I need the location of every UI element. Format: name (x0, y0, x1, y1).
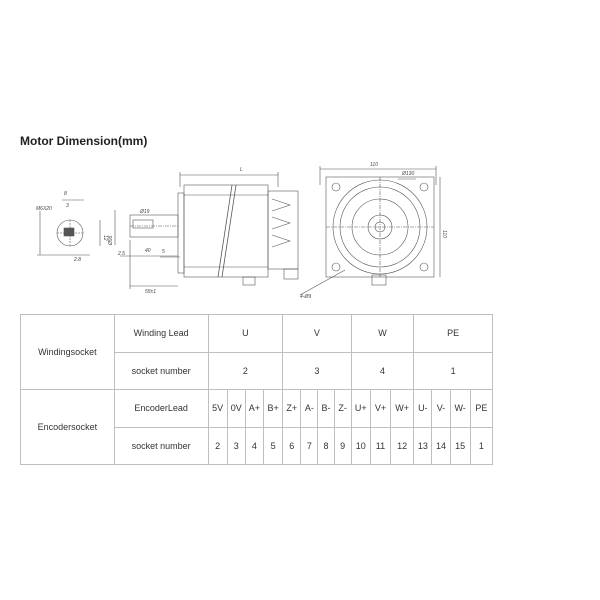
encoder-lead-row (21, 390, 493, 428)
winding-socket-u: 2 (208, 352, 283, 390)
encoder-socket: 14 (432, 427, 450, 465)
dim-shaft-length: 55±1 (145, 289, 157, 295)
side-view (115, 172, 298, 289)
encoder-socket: 5 (264, 427, 283, 465)
dimension-svg (0, 155, 600, 305)
encoder-socket: 15 (450, 427, 470, 465)
dim-spigot: Ø95 (108, 235, 114, 245)
socket-table (20, 314, 493, 465)
encoder-socket: 9 (334, 427, 351, 465)
encoder-socket: 2 (208, 427, 227, 465)
encoder-lead: V- (432, 390, 450, 428)
dim-flange-5: 5 (162, 249, 165, 255)
dim-shaft-28: 2.8 (74, 257, 81, 263)
encoder-socket-label: socket number (114, 427, 208, 465)
encoder-lead: W- (450, 390, 470, 428)
encoder-lead: Z- (334, 390, 351, 428)
dim-height-110: 110 (441, 230, 447, 238)
winding-socket-v: 3 (283, 352, 352, 390)
front-view (300, 166, 440, 295)
dim-width-110: 110 (370, 162, 378, 168)
encoder-socket: 7 (301, 427, 318, 465)
encoder-socket: 8 (318, 427, 334, 465)
page-title: Motor Dimension(mm) (20, 134, 148, 148)
encoder-socket: 11 (370, 427, 390, 465)
dim-key-8: 8 (64, 191, 67, 197)
encoder-socket: 13 (414, 427, 432, 465)
winding-socket-w: 4 (351, 352, 414, 390)
dim-holes: 4-Ø9 (300, 294, 312, 300)
encoder-lead: B+ (264, 390, 283, 428)
winding-lead-w: W (351, 315, 414, 353)
encoder-socket: 10 (351, 427, 370, 465)
winding-lead-row (21, 315, 493, 353)
winding-lead-v: V (283, 315, 352, 353)
encoder-lead-label: EncoderLead (114, 390, 208, 428)
encoder-lead: 0V (227, 390, 245, 428)
encoder-group-label: Encodersocket (21, 390, 115, 465)
encoder-lead: B- (318, 390, 334, 428)
encoder-socket: 1 (470, 427, 492, 465)
winding-lead-label: Winding Lead (114, 315, 208, 353)
encoder-lead: 5V (208, 390, 227, 428)
dim-step-2-5: 2.5 (118, 251, 125, 257)
motor-dimension-drawing (0, 155, 600, 305)
encoder-socket: 6 (283, 427, 301, 465)
encoder-socket: 12 (391, 427, 414, 465)
encoder-lead: PE (470, 390, 492, 428)
winding-socket-pe: 1 (414, 352, 493, 390)
winding-socket-label: socket number (114, 352, 208, 390)
winding-lead-pe: PE (414, 315, 493, 353)
encoder-socket: 3 (227, 427, 245, 465)
dim-key-3: 3 (66, 203, 69, 209)
dim-shaft-dia: Ø19 (140, 209, 150, 215)
winding-group-label: Windingsocket (21, 315, 115, 390)
dim-shaft-12: 12 (102, 235, 108, 241)
dim-length: L (240, 167, 243, 173)
encoder-socket: 4 (245, 427, 263, 465)
winding-lead-u: U (208, 315, 283, 353)
dim-pitch-130: Ø130 (402, 171, 415, 177)
encoder-lead: U+ (351, 390, 370, 428)
dim-thread: M6X20 (36, 206, 52, 212)
encoder-lead: A- (301, 390, 318, 428)
encoder-lead: A+ (245, 390, 263, 428)
encoder-lead: W+ (391, 390, 414, 428)
encoder-lead: V+ (370, 390, 390, 428)
dim-key-length: 40 (145, 248, 151, 254)
encoder-lead: U- (414, 390, 432, 428)
encoder-lead: Z+ (283, 390, 301, 428)
